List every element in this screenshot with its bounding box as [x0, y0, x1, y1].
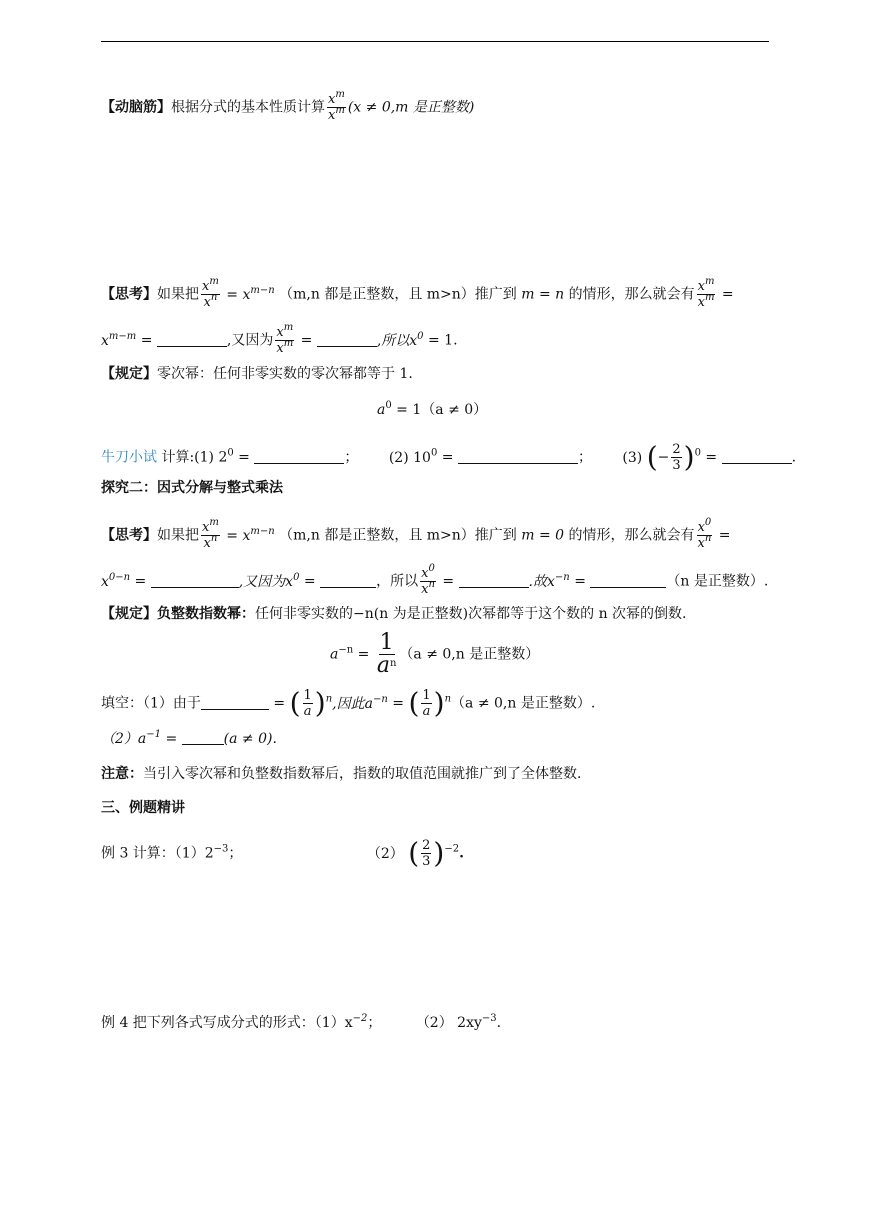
- think1-blank1[interactable]: [157, 332, 227, 347]
- example4-item2: （2） 2xy: [415, 1015, 482, 1031]
- think2-line1: 【思考】如果把 $\frac{x^m}{x^n}$ = $x^{m-n}$ （m,n 都是正整数，且 m>n）推广到 m = 0 的情形，那么就会有 $\frac{x^0}{x^n}$ =: [101, 517, 731, 551]
- fill-item2: $(2)a^{-1}$: [101, 729, 162, 747]
- example4-line: 例 4 把下列各式写成分式的形式：$(1)x^{-2}$； （2） $2xy^{-3}$.: [101, 1013, 502, 1031]
- think1-line1: 【思考】如果把 $\frac{x^m}{x^n}$ = $x^{m-n}$ （m,n 都是正整数，且 m>n）推广到 m = n 的情形，那么就会有 $\frac{x^m}{x^m}$ =: [101, 276, 734, 310]
- think2-line2: $x^{0-n}$ = ,又因为$x^0$ = ，所以 $\frac{x^0}{x^n}$ = .故$x^{-n} = (n$ 是正整数）.: [101, 563, 769, 597]
- think2-therefore: .故$x^{-n}$: [528, 571, 570, 590]
- think1-line2: [101, 322, 458, 356]
- note-label: 注意：: [101, 766, 143, 782]
- example3-item1: 例 3 计算：（1）2: [101, 845, 214, 862]
- practice-item3: (3): [622, 449, 643, 466]
- think1-text-c: 的情形，那么就会有: [568, 286, 695, 303]
- think2-x0n: $x^{0-n}$: [101, 571, 131, 590]
- brainstorm-text: 根据分式的基本性质计算: [171, 99, 325, 116]
- fill-blank1[interactable]: [201, 695, 269, 710]
- think2-fraction2: $\frac{x^0}{x^n}$: [697, 517, 712, 551]
- fill-text-a: 填空：（1）由于: [101, 695, 201, 712]
- example3-item2: （2）: [366, 845, 404, 862]
- think2-blank3[interactable]: [459, 573, 529, 588]
- rule2-bold-text: 负整数指数幂：: [157, 606, 255, 622]
- fill-fraction1: $\frac{1}{a}$: [303, 688, 312, 719]
- think2-text-a: 如果把: [157, 527, 199, 544]
- fill-line1: 填空：（1）由于 = ( $\frac{1}{a}$ )$^n$,因此$a^{-n}$ = ( $\frac{1}{a}$ )$^n$（a ≠ 0,n 是正整数）.: [101, 686, 596, 720]
- think1-case: m = n: [521, 286, 565, 303]
- think2-fraction3: $\frac{x^0}{x^n}$: [421, 563, 435, 597]
- note-line: [101, 764, 581, 784]
- fill-fraction2: $\frac{1}{a}$: [422, 688, 431, 719]
- example3-fraction: $\frac{2}{3}$: [422, 838, 431, 869]
- rule1-label: 【规定】: [101, 366, 157, 382]
- think1-eq3: =: [300, 332, 313, 349]
- rule1-text: 零次幂：任何非零实数的零次幂都等于 1.: [157, 366, 413, 382]
- think1-so: ,所以$x^0$: [376, 330, 424, 349]
- practice-item2: (2) 10: [388, 449, 431, 466]
- practice-label: 牛刀小试: [101, 449, 157, 466]
- fill-blank2[interactable]: [182, 730, 224, 745]
- rule2-fraction: $\frac{1}{a^n}$: [376, 630, 397, 678]
- example3-line: 例 3 计算：$(1)2^{-3}$； （2） ( $\frac{2}{3}$ )$^{-2}$.: [101, 836, 464, 870]
- practice-item1: 计算:(1) 2: [161, 449, 228, 466]
- rule2-text: 任何非零实数的−n(n 为是正整数)次幂都等于这个数的 n 次幂的倒数.: [255, 606, 687, 622]
- example4-item1: 例 4 把下列各式写成分式的形式：（1）x: [101, 1015, 353, 1031]
- rule2-line: [101, 604, 687, 624]
- rule2-formula: $a^{-n}$ = $\frac{1}{a^n}$ （a ≠ 0,n 是正整数）: [330, 630, 540, 678]
- note-text: 当引入零次幂和负整数指数幂后，指数的取值范围就推广到了全体整数.: [143, 766, 582, 782]
- think2-text-c: 的情形，那么就会有: [568, 527, 695, 544]
- think2-fraction: $\frac{x^m}{x^n}$: [202, 517, 219, 551]
- think2-blank2[interactable]: [320, 573, 376, 588]
- think2-eq: = $x^{m-n}$: [226, 525, 275, 544]
- practice-blank3[interactable]: [722, 449, 792, 464]
- think1-xmm: $x^{m-m}$: [101, 330, 137, 349]
- rule2-label: 【规定】: [101, 606, 157, 622]
- think1-eq: = $x^{m-n}$: [226, 284, 275, 303]
- think1-text-because: ,又因为: [226, 332, 274, 349]
- practice-blank1[interactable]: [254, 449, 344, 464]
- brainstorm-condition: (x ≠ 0,m 是正整数): [347, 99, 475, 116]
- brainstorm-fraction: $\frac{x^m}{x^m}$: [328, 89, 345, 123]
- rule1-line: [101, 364, 413, 384]
- rule1-formula: $a^0 = 1(a \ne 0)$: [377, 400, 488, 418]
- think2-case: m = 0: [521, 527, 565, 544]
- think2-text-b: （m,n 都是正整数，且 m>n）推广到: [279, 527, 517, 544]
- fill-condition: （a ≠ 0,n 是正整数）.: [451, 695, 596, 712]
- think1-text-b: （m,n 都是正整数，且 m>n）推广到: [279, 286, 517, 303]
- section3-title: 三、例题精讲: [101, 800, 185, 816]
- think1-fraction2: $\frac{x^m}{x^m}$: [697, 276, 715, 310]
- think2-label: 【思考】: [101, 527, 157, 544]
- brainstorm-label: 【动脑筋】: [101, 99, 171, 116]
- top-rule: [101, 41, 769, 42]
- think1-fraction3: $\frac{x^m}{x^m}$: [276, 322, 294, 356]
- fill-hence: ,因此$a^{-n}$: [332, 693, 388, 712]
- section2-title: 探究二：因式分解与整式乘法: [101, 480, 283, 496]
- fill-line2: $(2)a^{-1} = (a \ne 0)$.: [101, 729, 277, 747]
- think1-text-a: 如果把: [157, 286, 199, 303]
- think1-eq2: =: [140, 332, 153, 349]
- think1-blank2[interactable]: [317, 332, 377, 347]
- think1-result: = 1.: [428, 332, 458, 349]
- think1-label: 【思考】: [101, 286, 157, 303]
- think1-fraction: $\frac{x^m}{x^n}$: [202, 276, 219, 310]
- practice-line: 牛刀小试 计算:(1) $2^0$ = ； (2) $10^0$ = ； (3) (− $\frac{2}{3}$ )$^0$ = .: [101, 440, 797, 474]
- practice-blank2[interactable]: [458, 449, 578, 464]
- think2-because: ,又因为$x^0$: [238, 571, 300, 590]
- think2-blank1[interactable]: [151, 573, 239, 588]
- practice-fraction: $\frac{2}{3}$: [672, 442, 681, 473]
- think2-blank4[interactable]: [590, 573, 666, 588]
- brainstorm-line: [101, 89, 475, 123]
